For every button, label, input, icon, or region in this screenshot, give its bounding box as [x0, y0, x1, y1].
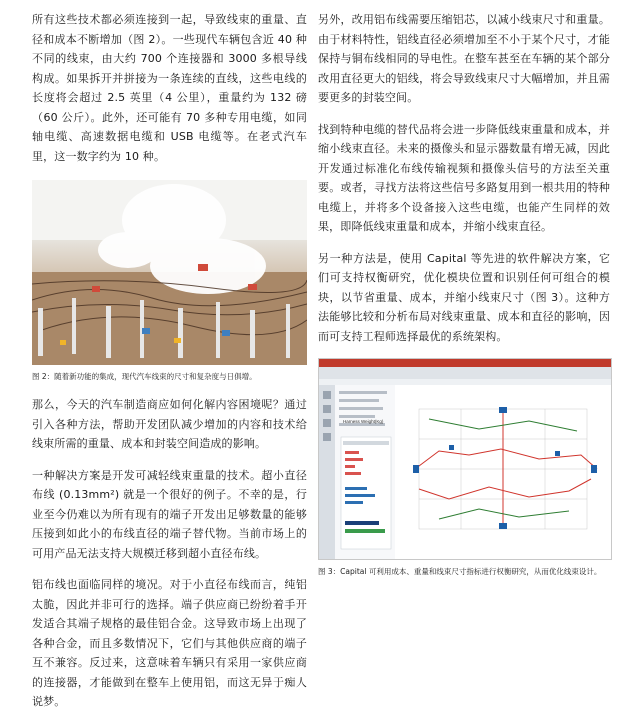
figure-2-photo — [32, 180, 307, 365]
paragraph: 铝布线也面临同样的境况。对于小直径布线而言，纯铝太脆，因此并非可行的选择。端子供应商已纷纷着手开发适合其端子规格的最佳铝合金。这导致市场上出现了各种合金，而且多数情况下，它们与其他供应商的端子互不兼容。反过来，这意味着车辆只有采用一家供应商的连接器，才能做到在整车上使用铝，而这无异于痴人说梦。 — [32, 578, 307, 708]
figure-3-screenshot — [318, 358, 612, 560]
harness-weight-panel-title: Harness Weight(Kg) — [343, 419, 384, 424]
right-column — [318, 10, 610, 590]
paragraph: 另外，改用铝布线需要压缩铝芯，以减小线束尺寸和重量。由于材料特性，铝线直径必须增加至不小于某个尺寸，才能保持与铜布线相同的导电性。在整车甚至在车辆的某个部分改用直径更大的铝线，将会导致线束尺寸大幅增加，并且需要更多的封装空间。 — [318, 13, 610, 104]
paragraph: 那么，今天的汽车制造商应如何化解内容困境呢？通过引入各种方法，帮助开发团队减少增加的内容和技术给线束所需的重量、成本和封装空间造成的影响。 — [32, 398, 307, 450]
left-column — [32, 10, 307, 724]
paragraph: 一种解决方案是开发可减轻线束重量的技术。超小直径布线 (0.13mm²) 就是一个很好的例子。不幸的是，行业至今仍难以为所有现有的端子开发出足够数量的能够压接到如此小的布线直径的端子替代物。当前市场上的可用产品无法支持大规模迁移到超小直径布线。 — [32, 468, 307, 560]
figure-2-caption: 图 2：随着新功能的集成，现代汽车线束的尺寸和复杂度与日俱增。 — [32, 372, 257, 381]
paragraph: 找到特种电缆的替代品将会进一步降低线束重量和成本，并缩小线束直径。未来的摄像头和显示器数量有增无减，因此开发通过标准化布线传输视频和摄像头信号的方法至关重要。或者，寻找方法将这些信号多路复用到一根共用的特种电缆上，并将多个设备接入这些电缆，也能产生同样的效果，即降低线束重量和成本，并缩小线束直径。 — [318, 122, 610, 233]
figure-3-caption: 图 3：Capital 可利用成本、重量和线束尺寸指标进行权衡研究，从而优化线束设计。 — [318, 567, 602, 576]
paragraph: 所有这些技术都必须连接到一起，导致线束的重量、直径和成本不断增加（图 2）。一些现代车辆包含近 40 种不同的线束，由大约 700 个连接器和 3000 多根导线构成。如果拆开并拼接为一条连续的直线，这些电线的长度将会超过 2.5 英里（4 公里），重量约为 132 磅（60 公斤）。此外，还可能有 70 多种专用电缆，如同轴电缆、高速数据电缆和 USB 电缆等。在老式汽车里，这一数字约为 10 种。 — [32, 13, 307, 163]
paragraph: 另一种方法是，使用 Capital 等先进的软件解决方案，它们可支持权衡研究，优化模块位置和识别任何可组合的模块，以节省重量、成本，并缩小线束尺寸（图 3）。这种方法能够比较和分析布局对线束重量、成本和直径的影响，因而可支持工程师选择最优的系统架构。 — [318, 251, 610, 343]
